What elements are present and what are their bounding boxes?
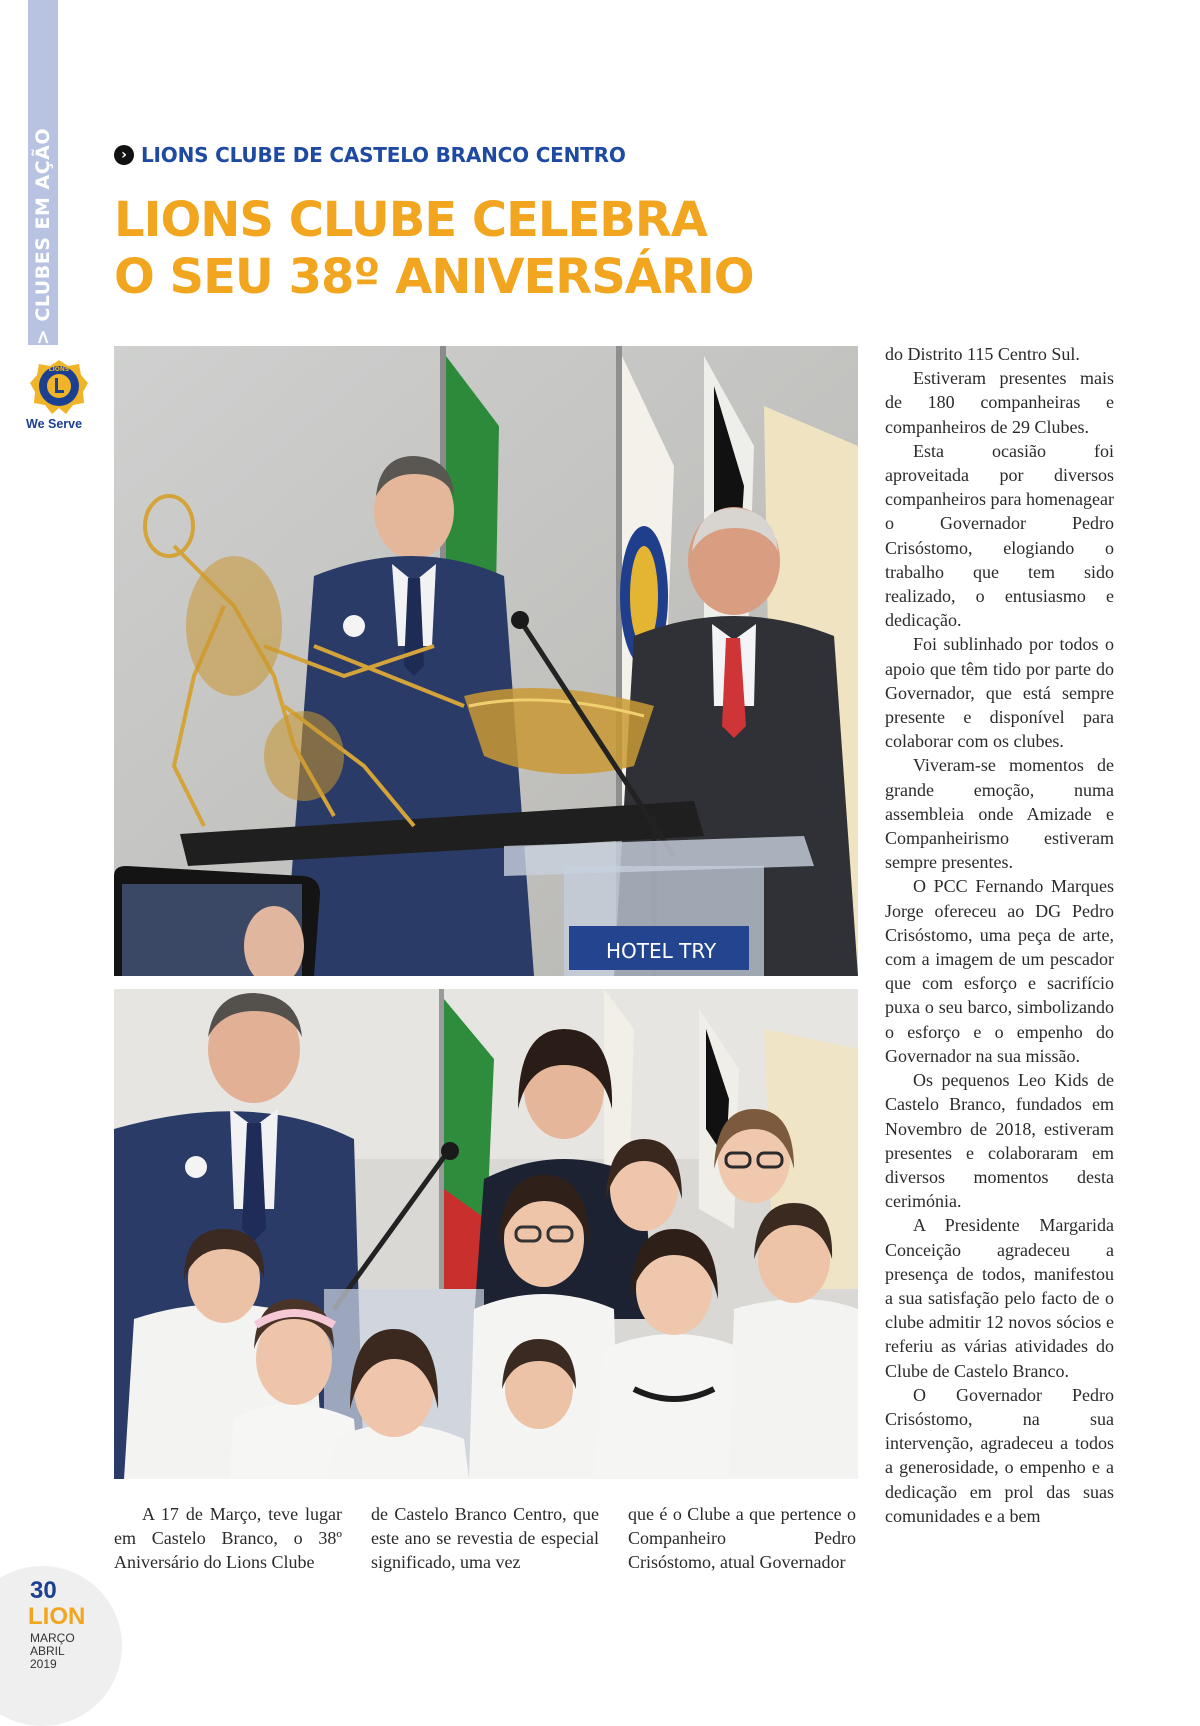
lions-logo [26,358,92,431]
section-header [114,143,626,167]
section-tab [28,0,58,345]
article-column-2: de Castelo Branco Centro, que este ano se revestia de especial significado, uma vez [371,1504,599,1572]
paragraph: A Presidente Margarida Conceição agradeceu a presença de todos, manifestou a sua satisfação pelo facto de o clube admitir 12 novos sócios e referiu as várias atividades do Clube de Castelo Branco. [885,1215,1114,1381]
paragraph: do Distrito 115 Centro Sul. [885,344,1080,364]
page-number: 30 [30,1577,57,1604]
article-column-right [885,342,1114,1528]
issue-month-2: ABRIL [30,1644,65,1658]
article-column-1: A 17 de Março, teve lugar em Castelo Branco, o 38º Aniversário do Lions Clube [114,1504,342,1572]
paragraph: O PCC Fernando Marques Jorge ofereceu ao DG Pedro Crisóstomo, uma peça de arte, com a imagem de um pescador que com esforço e sacrifício puxa o seu barco, simbolizando o esforço e o empenho do Governador na sua missão. [885,876,1114,1066]
lions-emblem-icon [28,358,90,416]
issue-year: 2019 [30,1657,57,1671]
paragraph: Estiveram presentes mais de 180 companheiras e companheiros de 29 Clubes. [885,368,1114,437]
magazine-name: LION [28,1603,86,1630]
headline-line-1: LIONS CLUBE CELEBRA [114,192,707,248]
logo-motto: We Serve [26,417,83,431]
paragraph: Os pequenos Leo Kids de Castelo Branco, fundados em Novembro de 2018, estiveram presentes e colaboraram em diversos momentos desta cerimónia. [885,1070,1114,1212]
photo-leo-kids-group [114,989,858,1479]
paragraph: Foi sublinhado por todos o apoio que têm tido por parte do Governador, que está sempre presente e disponível para colaborar com os clubes. [885,634,1114,752]
arrow-right-icon: › [114,145,134,165]
paragraph: O Governador Pedro Crisóstomo, na sua intervenção, agradeceu a todos a generosidade, o empenho e a dedicação em prol das suas comunidades e a bem [885,1384,1114,1526]
photo-trophy-presentation [114,346,858,976]
emblem-text: LIONS [48,366,70,373]
headline-line-2: O SEU 38º ANIVERSÁRIO [114,249,754,305]
section-title: LIONS CLUBE DE CASTELO BRANCO CENTRO [141,143,626,167]
section-tab-label: > CLUBES EM AÇÃO [32,127,54,345]
article-column-3: que é o Clube a que pertence o Companheiro Pedro Crisóstomo, atual Governador [628,1504,856,1572]
paragraph: Esta ocasião foi aproveitada por diversos companheiros para homenagear o Governador Pedro Crisóstomo, elogiando o trabalho que tem sido realizado, o entusiasmo e dedicação. [885,440,1114,631]
headline [114,192,754,306]
issue-date [30,1632,75,1671]
paragraph: Viveram-se momentos de grande emoção, numa assembleia onde Amizade e Companheirismo estiveram sempre presentes. [885,755,1114,873]
lectern-sign: HOTEL TRY [606,939,717,963]
issue-month-1: MARÇO [30,1631,75,1645]
